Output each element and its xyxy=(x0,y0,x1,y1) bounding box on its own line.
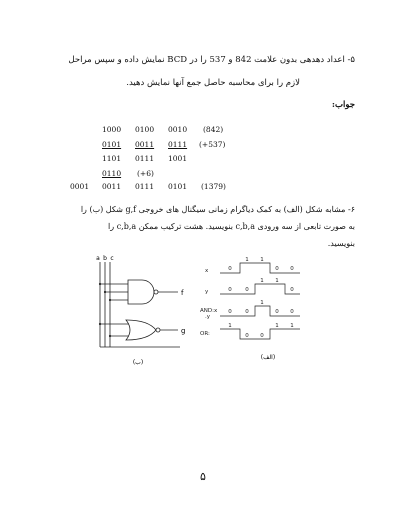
calc-r5-label: (1379) xyxy=(201,182,226,191)
y-bit-3: 1 xyxy=(275,278,279,284)
calc-r5-c3: 0101 xyxy=(168,182,188,191)
calc-r1-label: (842) xyxy=(203,125,224,134)
calc-r1-c3: 0010 xyxy=(168,125,188,134)
circuit-caption: (ب) xyxy=(132,359,144,366)
calc-r5-c2: 0111 xyxy=(135,182,155,191)
x-bit-2: 1 xyxy=(260,257,264,263)
or-bit-1: 0 xyxy=(245,333,249,339)
x-bit-1: 1 xyxy=(245,257,249,263)
timing-diagram xyxy=(200,255,310,367)
input-a-label: a xyxy=(96,255,100,262)
question-5-line-1: ۵- اعداد دهدهی بدون علامت 842 و 537 را در BCD نمایش داده و سپس مراحل xyxy=(68,55,355,65)
x-bit-3: 0 xyxy=(275,266,279,272)
calc-r1-c2: 0100 xyxy=(135,125,155,134)
calc-r5-c1: 0011 xyxy=(102,182,122,191)
question-6-line-2: به صورت تابعی از سه ورودی c,b,a بنویسید. هشت ترکیب ممکن c,b,a را xyxy=(108,222,355,231)
timing-label-x: x xyxy=(205,268,209,274)
output-f-label: f xyxy=(181,289,184,297)
calc-r4-c1: 0110 xyxy=(102,169,122,178)
calc-r2-c1: 0101 xyxy=(102,140,122,149)
question-5-line-2: لازم را برای محاسبه حاصل جمع آنها نمایش دهید. xyxy=(126,78,300,88)
answer-label: جواب: xyxy=(331,100,355,110)
and-bit-4: 0 xyxy=(290,309,294,315)
x-bit-0: 0 xyxy=(228,266,232,272)
and-bit-2: 1 xyxy=(260,300,264,306)
y-bit-0: 0 xyxy=(228,287,232,293)
calc-r2-c2: 0011 xyxy=(135,140,155,149)
timing-label-y: y xyxy=(205,289,209,295)
and-bit-0: 0 xyxy=(228,309,232,315)
question-6-line-1: ۶- مشابه شکل (الف) به کمک دیاگرام زمانی سیگنال های خروجی g,f شکل (ب) را xyxy=(80,205,355,214)
x-bit-4: 0 xyxy=(290,266,294,272)
calc-r5-c0: 0001 xyxy=(70,182,90,191)
or-bit-3: 1 xyxy=(275,323,279,329)
page-number: ۵ xyxy=(200,470,206,483)
and-bit-1: 0 xyxy=(245,309,249,315)
y-bit-1: 0 xyxy=(245,287,249,293)
calc-r2-label: (+537) xyxy=(199,140,226,149)
calc-r4-label: (+6) xyxy=(137,169,154,178)
calc-r3-c1: 1101 xyxy=(102,154,122,163)
calc-r1-c1: 1000 xyxy=(102,125,122,134)
timing-label-or: OR: xyxy=(200,331,210,337)
and-bit-3: 0 xyxy=(275,309,279,315)
timing-caption: (الف) xyxy=(260,354,276,361)
or-bit-2: 0 xyxy=(260,333,264,339)
question-6-line-3: بنویسید. xyxy=(327,239,355,248)
calc-r3-c3: 1001 xyxy=(168,154,188,163)
calc-r2-c3: 0111 xyxy=(168,140,188,149)
output-g-label: g xyxy=(181,327,186,335)
y-bit-2: 1 xyxy=(260,278,264,284)
input-c-label: c xyxy=(110,255,114,262)
timing-label-and-y: .y xyxy=(205,314,211,320)
input-b-label: b xyxy=(103,255,107,262)
logic-circuit-diagram xyxy=(90,252,200,367)
or-bit-4: 1 xyxy=(290,323,294,329)
or-bit-0: 1 xyxy=(228,323,232,329)
y-bit-4: 0 xyxy=(290,287,294,293)
timing-label-and: AND:x xyxy=(200,308,218,314)
calc-r3-c2: 0111 xyxy=(135,154,155,163)
